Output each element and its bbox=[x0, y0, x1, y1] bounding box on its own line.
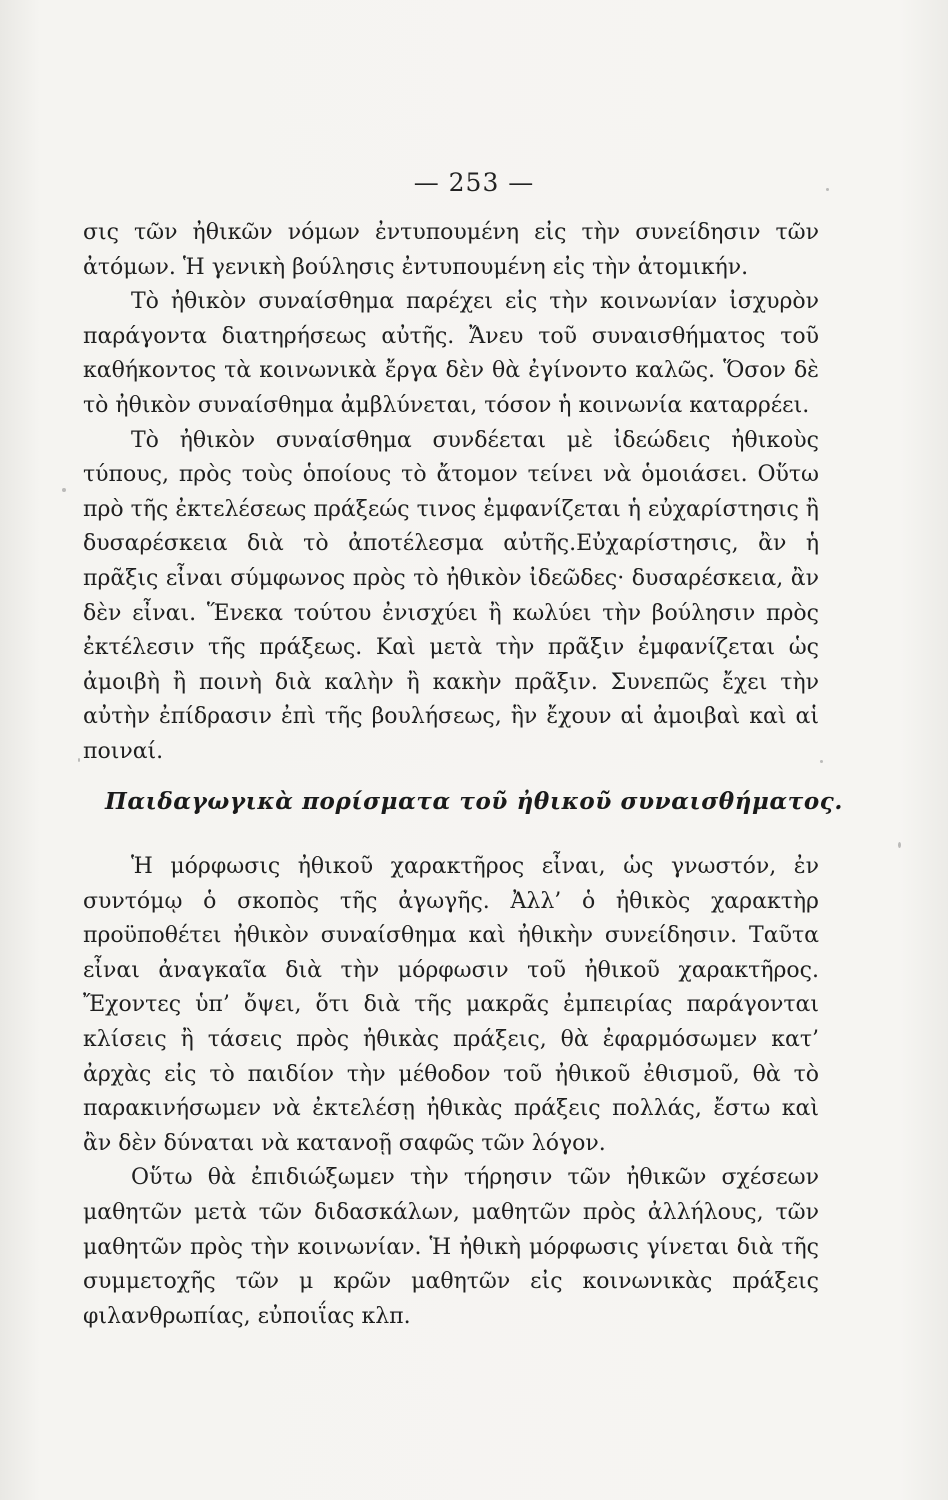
paragraph-moral-feeling-society: Τὸ ἠθικὸν συναίσθημα παρέχει εἰς τὴν κοινωνίαν ἰσχυρὸν παράγοντα διατηρήσεως αὐτῆς. Ἄνευ τοῦ συναισθήματος τοῦ καθήκοντος τὰ κοινωνικὰ ἔργα δὲν θὰ ἐγίνοντο καλῶς. Ὅσον δὲ τὸ ἠθικὸν συναίσθημα ἀμβλύνεται, τόσον ἡ κοινωνία καταρρέει. bbox=[83, 289, 819, 418]
paragraph-continuation: σις τῶν ἠθικῶν νόμων ἐντυπουμένη εἰς τὴν συνείδησιν τῶν ἀτόμων. Ἡ γενικὴ βούλησις ἐντυπουμένη εἰς τὴν ἀτομικήν. bbox=[83, 220, 819, 280]
scan-speck bbox=[78, 758, 80, 762]
scan-speck bbox=[820, 760, 823, 763]
paragraph-moral-relations: Οὕτω θὰ ἐπιδιώξωμεν τὴν τήρησιν τῶν ἠθικῶν σχέσεων μαθητῶν μετὰ τῶν διδασκάλων, μαθητῶν πρὸς ἀλλήλους, τῶν μαθητῶν πρὸς τὴν κοινωνίαν. Ἡ ἠθικὴ μόρφωσις γίνεται διὰ τῆς συμμετοχῆς τῶν μ κρῶν μαθητῶν εἰς κοινωνικὰς πράξεις φιλανθρωπίας, εὐποιΐας κλπ. bbox=[83, 1165, 819, 1329]
scan-speck bbox=[826, 188, 829, 191]
paragraph-moral-character: Ἡ μόρφωσις ἠθικοῦ χαρακτῆρος εἶναι, ὡς γνωστόν, ἐν συντόμῳ ὁ σκοπὸς τῆς ἀγωγῆς. Ἀλλ’ ὁ ἠθικὸς χαρακτὴρ προϋποθέτει ἠθικὸν συναίσθημα καὶ ἠθικὴν συνείδησιν. Ταῦτα εἶναι ἀναγκαῖα διὰ τὴν μόρφωσιν τοῦ ἠθικοῦ χαρακτῆρος. Ἔχοντες ὑπ’ ὄψει, ὅτι διὰ τῆς μακρᾶς ἐμπειρίας παράγονται κλίσεις ἢ τάσεις πρὸς ἠθικὰς πράξεις, θὰ ἐφαρμόσωμεν κατ’ ἀρχὰς εἰς τὸ παιδίον τὴν μέθοδον τοῦ ἠθικοῦ ἐθισμοῦ, θὰ τὸ παρακινήσωμεν νὰ ἐκτελέσῃ ἠθικὰς πράξεις πολλάς, ἔστω καὶ ἂν δὲν δύναται νὰ κατανοῇ σαφῶς τῶν λόγον. bbox=[83, 854, 819, 1156]
page-number: — 253 — bbox=[413, 168, 535, 197]
scan-speck bbox=[62, 488, 66, 492]
text-block-upper bbox=[83, 216, 819, 770]
scan-speck bbox=[898, 842, 901, 848]
section-heading: Παιδαγωγικὰ πορίσματα τοῦ ἠθικοῦ συναισθήματος. bbox=[104, 788, 844, 815]
paragraph-moral-ideals: Τὸ ἠθικὸν συναίσθημα συνδέεται μὲ ἰδεώδεις ἠθικοὺς τύπους, πρὸς τοὺς ὁποίους τὸ ἄτομον τείνει νὰ ὁμοιάσει. Οὕτω πρὸ τῆς ἐκτελέσεως πράξεώς τινος ἐμφανίζεται ἡ εὐχαρίστησις ἢ δυσαρέσκεια διὰ τὸ ἀποτέλεσμα αὐτῆς.Εὐχαρίστησις, ἂν ἡ πρᾶξις εἶναι σύμφωνος πρὸς τὸ ἠθικὸν ἰδεῶδες· δυσαρέσκεια, ἂν δὲν εἶναι. Ἕνεκα τούτου ἐνισχύει ἢ κωλύει τὴν βούλησιν πρὸς ἐκτέλεσιν τῆς πράξεως. Καὶ μετὰ τὴν πρᾶξιν ἐμφανίζεται ὡς ἀμοιβὴ ἢ ποινὴ διὰ καλὴν ἢ κακὴν πρᾶξιν. Συνεπῶς ἔχει τὴν αὐτὴν ἐπίδρασιν ἐπὶ τῆς βουλήσεως, ἣν ἔχουν αἱ ἀμοιβαὶ καὶ αἱ ποιναί. bbox=[83, 427, 819, 764]
text-block-lower bbox=[83, 850, 819, 1334]
